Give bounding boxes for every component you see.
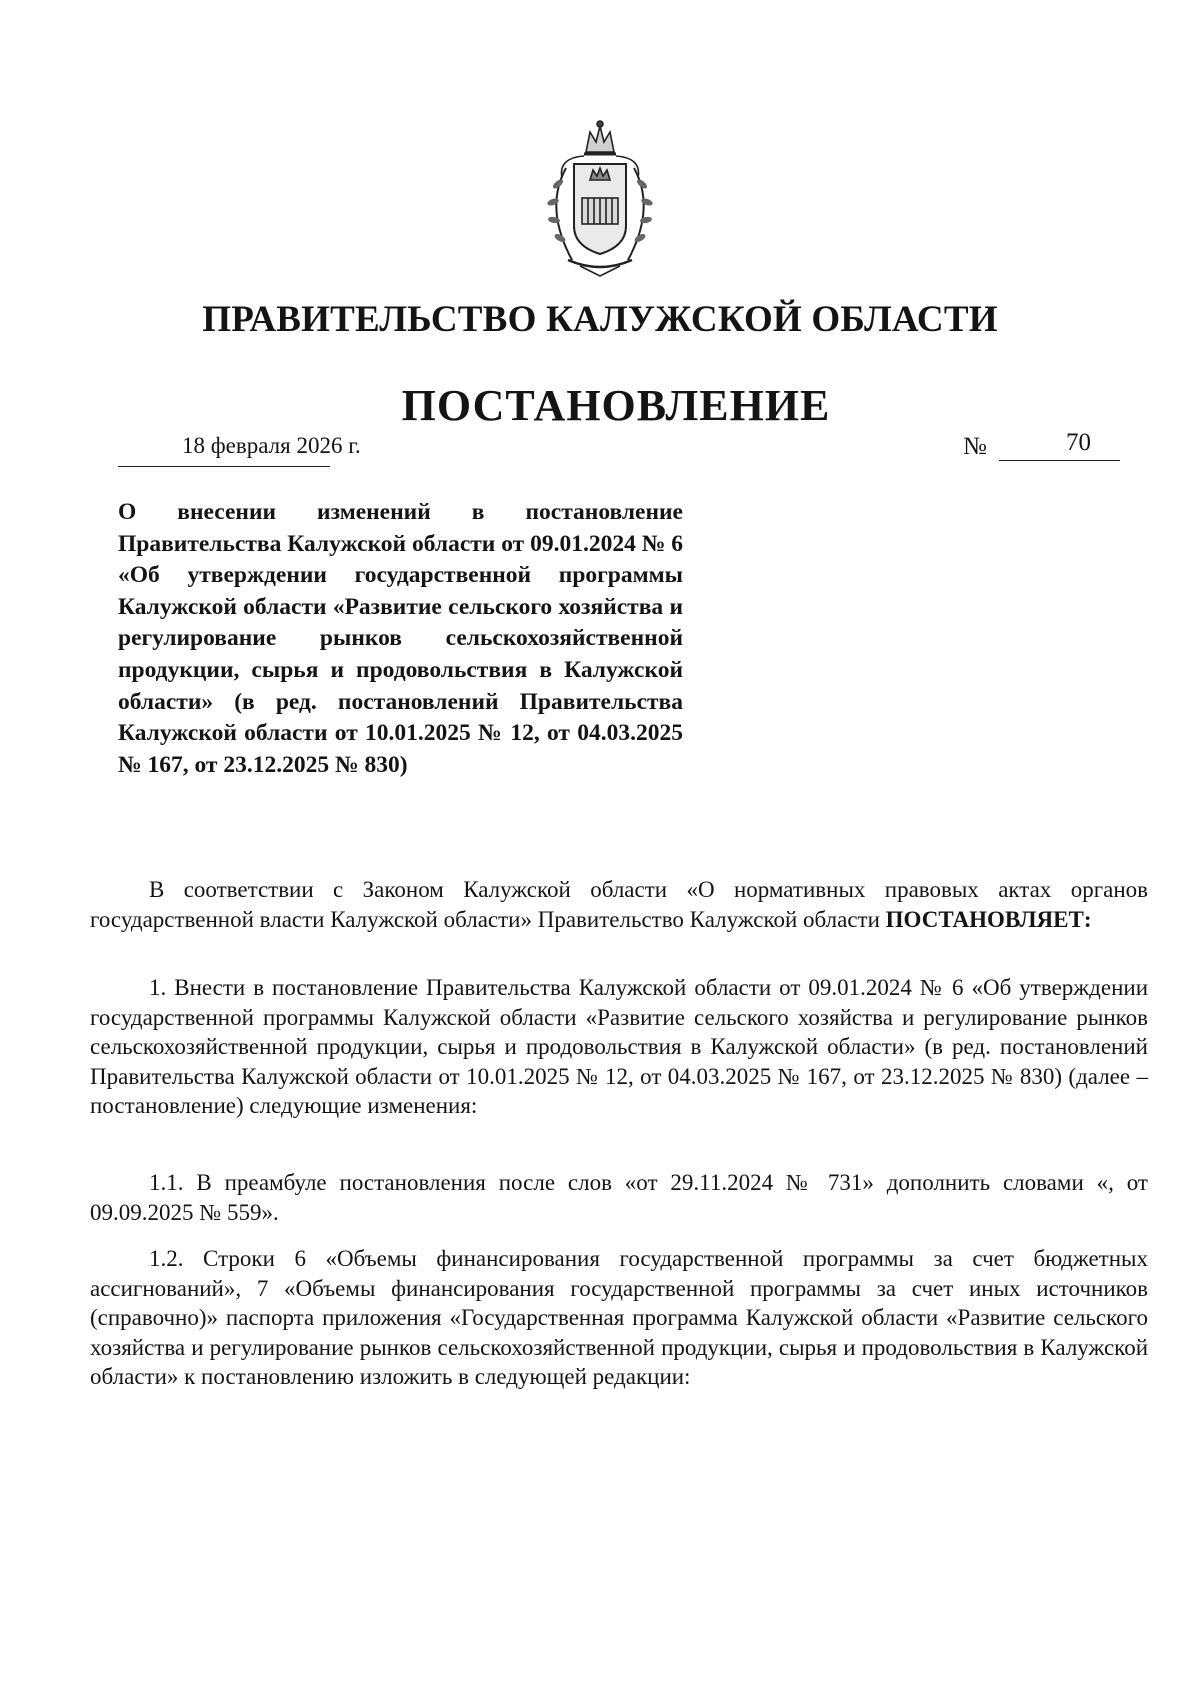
government-title: ПРАВИТЕЛЬСТВО КАЛУЖСКОЙ ОБЛАСТИ: [202, 299, 998, 340]
number-underline: [999, 460, 1120, 461]
paragraph-1-1: 1.1. В преамбуле постановления после слов «от 29.11.2024 № 731» дополнить словами «, от 09.09.2025 № 559».: [90, 1170, 1148, 1225]
intro-paragraph: [90, 875, 1148, 934]
date-underline: [118, 466, 330, 467]
document-number: 70: [1066, 429, 1091, 456]
resolves-keyword: ПОСТАНОВЛЯЕТ:: [885, 906, 1092, 932]
coat-of-arms-icon: [538, 118, 662, 278]
document-type-heading: ПОСТАНОВЛЕНИЕ: [401, 381, 831, 430]
document-subject: О внесении изменений в постановление Правительства Калужской области от 09.01.2024 № 6 «Об утверждении государственной программы Калужской области «Развитие сельского хозяйства и регулирование рынков сельскохозяйственной продукции, сырья и продовольствия в Калужской области» (в ред. постановлений Правительства Калужской области от 10.01.2025 № 12, от 04.03.2025 № 167, от 23.12.2025 № 830): [118, 499, 683, 778]
document-date: 18 февраля 2026 г.: [182, 433, 361, 458]
paragraph-1: 1. Внести в постановление Правительства Калужской области от 09.01.2024 № 6 «Об утверждении государственной программы Калужской области «Развитие сельского хозяйства и регулирование рынков сельскохозяйственной продукции, сырья и продовольствия в Калужской области» (в ред. постановлений Правительства Калужской области от 10.01.2025 № 12, от 04.03.2025 № 167, от 23.12.2025 № 830) (далее – постановление) следующие изменения:: [90, 975, 1148, 1119]
paragraph-1-2: 1.2. Строки 6 «Объемы финансирования государственной программы за счет бюджетных ассигнований», 7 «Объемы финансирования государственной программы за счет иных источников (справочно)» паспорта приложения «Государственная программа Калужской области «Развитие сельского хозяйства и регулирование рынков сельскохозяйственной продукции, сырья и продовольствия в Калужской области» к постановлению изложить в следующей редакции:: [90, 1246, 1148, 1390]
number-label: №: [963, 433, 987, 460]
intro-text: В соответствии с Законом Калужской области «О нормативных правовых актах органов государственной власти Калужской области» Правительство Калужской области: [90, 877, 1148, 932]
